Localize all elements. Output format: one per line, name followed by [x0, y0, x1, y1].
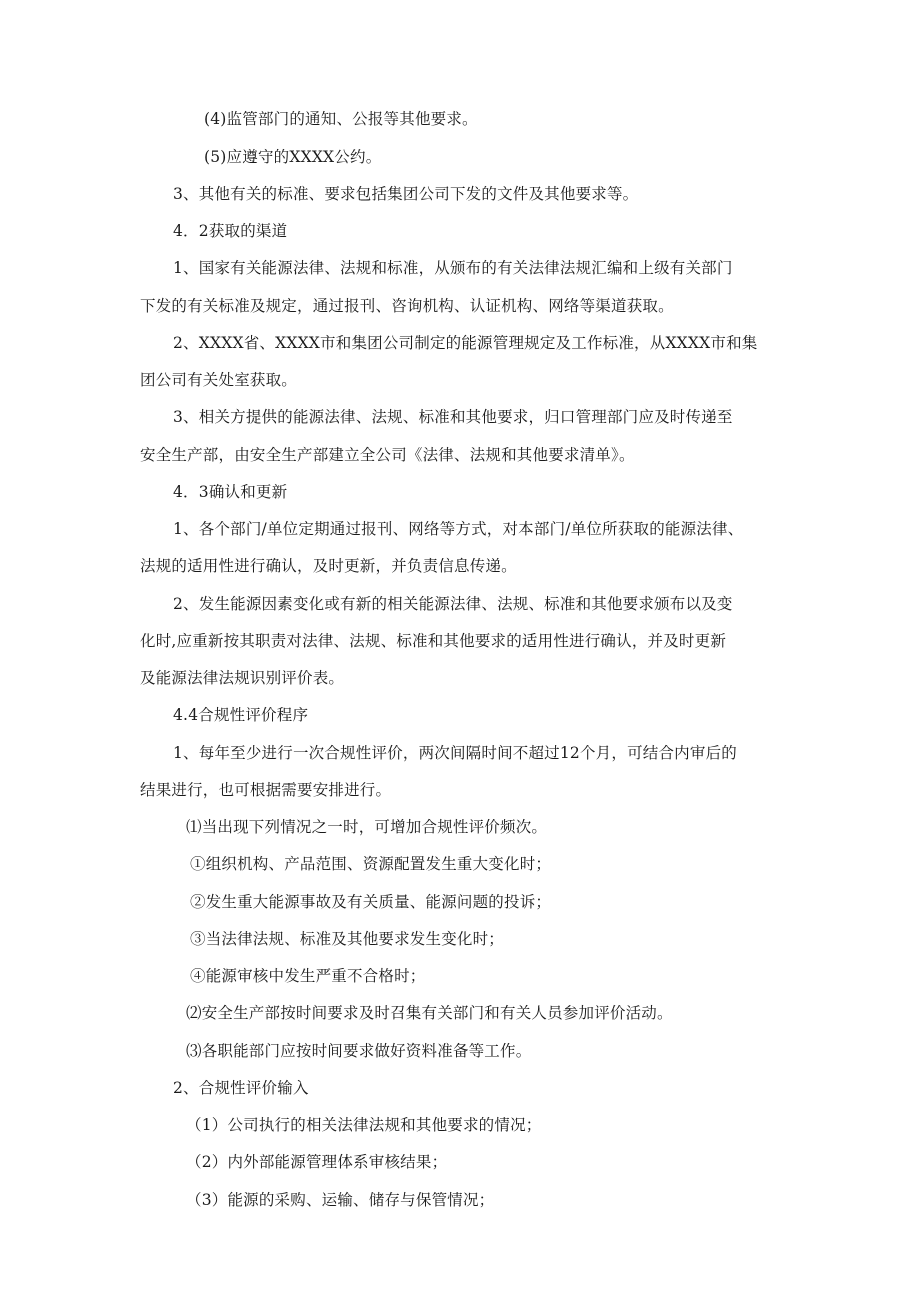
text-line: 3、相关方提供的能源法律、法规、标准和其他要求，归口管理部门应及时传递至 — [173, 408, 733, 426]
section-heading: 4．2获取的渠道 — [173, 222, 288, 240]
text-line: 化时,应重新按其职责对法律、法规、标准和其他要求的适用性进行确认，并及时更新 — [140, 632, 727, 650]
text-line: ②发生重大能源事故及有关质量、能源问题的投诉； — [190, 893, 552, 911]
text-line: 下发的有关标准及规定，通过报刊、咨询机构、认证机构、网络等渠道获取。 — [140, 297, 674, 315]
text-line: ⑴当出现下列情况之一时，可增加合规性评价频次。 — [186, 818, 548, 836]
text-line: ①组织机构、产品范围、资源配置发生重大变化时； — [190, 855, 552, 873]
section-heading: 2、合规性评价输入 — [173, 1079, 309, 1097]
section-heading: 4．3确认和更新 — [173, 483, 288, 501]
text-line: 3、其他有关的标准、要求包括集团公司下发的文件及其他要求等。 — [173, 185, 639, 203]
text-line: (4)监管部门的通知、公报等其他要求。 — [204, 110, 478, 128]
text-line: 及能源法律法规识别评价表。 — [140, 669, 345, 687]
text-line: 1、国家有关能源法律、法规和标准，从颁布的有关法律法规汇编和上级有关部门 — [173, 259, 733, 277]
text-line: （1）公司执行的相关法律法规和其他要求的情况； — [186, 1116, 542, 1134]
text-line: 团公司有关处室获取。 — [140, 371, 298, 389]
text-line: ⑶各职能部门应按时间要求做好资料准备等工作。 — [186, 1042, 532, 1060]
text-line: 1、每年至少进行一次合规性评价，两次间隔时间不超过12个月，可结合内审后的 — [173, 744, 737, 762]
text-line: ④能源审核中发生严重不合格时； — [190, 967, 426, 985]
text-line: （3）能源的采购、运输、储存与保管情况； — [186, 1191, 495, 1209]
text-line: 2、XXXX省、XXXX市和集团公司制定的能源管理规定及工作标准，从XXXX市和集 — [173, 334, 758, 352]
text-line: ③当法律法规、标准及其他要求发生变化时； — [190, 930, 505, 948]
text-line: 安全生产部，由安全生产部建立全公司《法律、法规和其他要求清单》。 — [140, 446, 635, 464]
text-line: 1、各个部门/单位定期通过报刊、网络等方式，对本部门/单位所获取的能源法律、 — [173, 520, 744, 538]
text-line: 结果进行，也可根据需要安排进行。 — [140, 781, 392, 799]
text-line: （2）内外部能源管理体系审核结果； — [186, 1153, 448, 1171]
text-line: ⑵安全生产部按时间要求及时召集有关部门和有关人员参加评价活动。 — [186, 1004, 673, 1022]
text-line: 2、发生能源因素变化或有新的相关能源法律、法规、标准和其他要求颁布以及变 — [173, 595, 733, 613]
section-heading: 4.4合规性评价程序 — [173, 706, 309, 724]
text-line: (5)应遵守的XXXX公约。 — [204, 148, 382, 166]
text-line: 法规的适用性进行确认，及时更新，并负责信息传递。 — [140, 557, 517, 575]
